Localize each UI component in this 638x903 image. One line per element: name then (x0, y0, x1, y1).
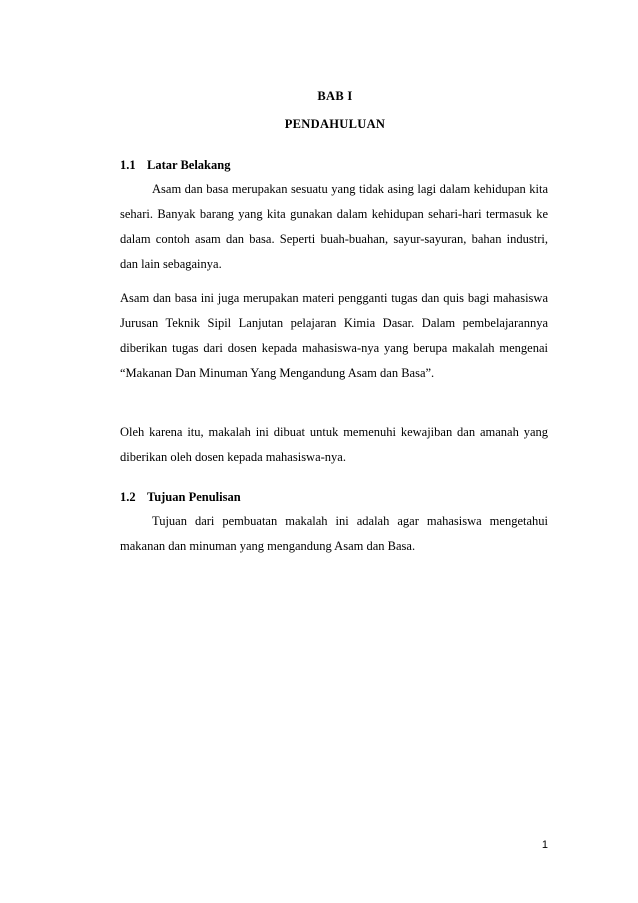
chapter-number: BAB I (317, 89, 353, 103)
paragraph: Asam dan basa merupakan sesuatu yang tidak asing lagi dalam kehidupan kita sehari. Banyak barang yang kita gunakan dalam kehidupan sehari-hari termasuk ke dalam contoh asam dan basa. Seperti buah-buahan, sayur-sayuran, bahan industri, dan lain sebagainya. (120, 182, 548, 271)
chapter-title: PENDAHULUAN (284, 117, 386, 131)
section-number: 1.1 (120, 158, 136, 172)
section-title: Tujuan Penulisan (147, 490, 241, 504)
paragraph: Oleh karena itu, makalah ini dibuat untuk memenuhi kewajiban dan amanah yang diberikan oleh dosen kepada mahasiswa-nya. (120, 425, 548, 464)
section-title: Latar Belakang (147, 158, 231, 172)
section-heading-1-2 (120, 490, 241, 505)
page-number: 1 (541, 839, 548, 851)
section-heading-1-1 (120, 158, 230, 173)
section-number: 1.2 (120, 490, 136, 504)
paragraph: Asam dan basa ini juga merupakan materi pengganti tugas dan quis bagi mahasiswa Jurusan Teknik Sipil Lanjutan pelajaran Kimia Dasar. Dalam pembelajarannya diberikan tugas dari dosen kepada mahasiswa-nya yang berupa makalah mengenai “Makanan Dan Minuman Yang Mengandung Asam dan Basa”. (120, 291, 548, 380)
paragraph: Tujuan dari pembuatan makalah ini adalah agar mahasiswa mengetahui makanan dan minuman yang mengandung Asam dan Basa. (120, 514, 548, 553)
